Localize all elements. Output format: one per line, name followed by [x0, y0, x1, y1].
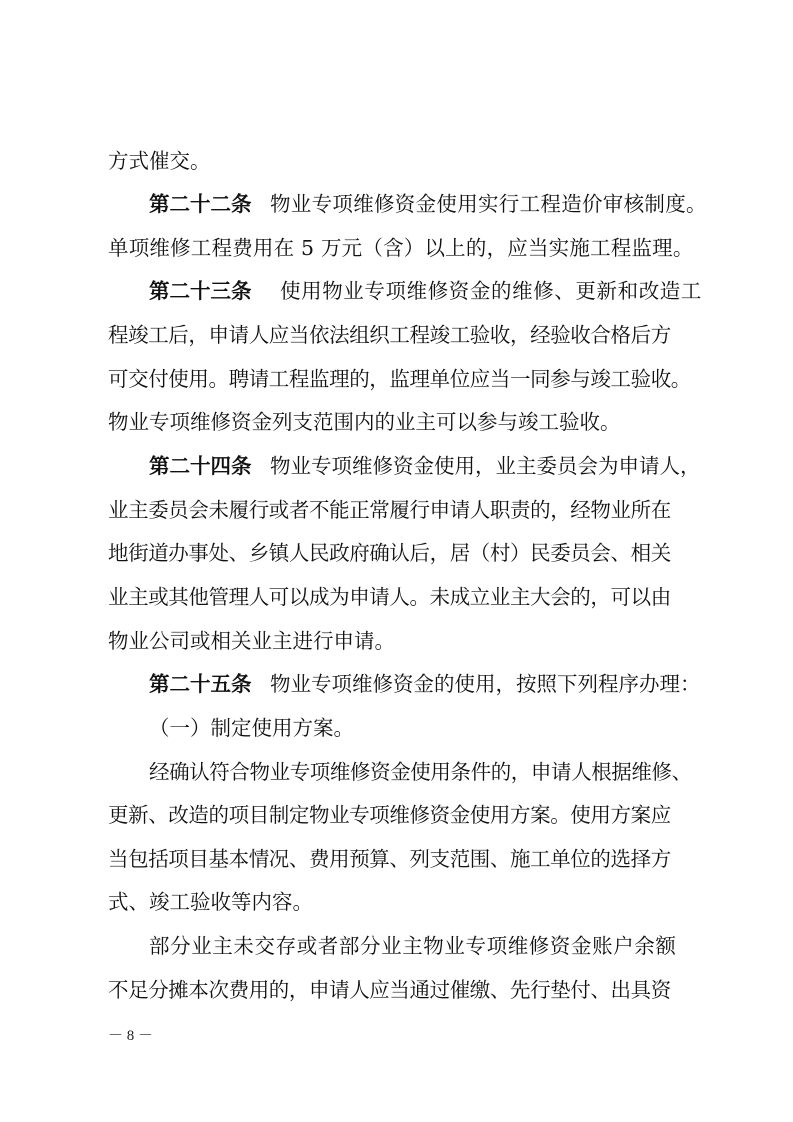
page-number: － 8 －: [108, 1028, 154, 1044]
line-text: 经确认符合物业专项维修资金使用条件的，申请人根据维修、: [149, 760, 692, 784]
line-text: 地街道办事处、乡镇人民政府确认后，居（村）民委员会、相关: [108, 541, 671, 565]
line-text: 业主委员会未履行或者不能正常履行申请人职责的，经物业所在: [108, 498, 671, 522]
article-23-line: [0, 269, 793, 313]
text-line: [0, 837, 793, 881]
article-text: 物业专项维修资金使用，业主委员会为申请人，: [270, 454, 701, 478]
line-text: 单项维修工程费用在 5 万元（含）以上的，应当实施工程监理。: [108, 236, 694, 260]
article-heading: 第二十五条: [149, 672, 252, 696]
article-24-line: [0, 444, 793, 488]
article-text: 物业专项维修资金的使用，按照下列程序办理：: [270, 672, 701, 696]
line-text: 方式催交。: [108, 149, 211, 173]
line-text: 当包括项目基本情况、费用预算、列支范围、施工单位的选择方: [108, 847, 671, 871]
text-line: [0, 139, 793, 183]
article-heading: 第二十四条: [149, 454, 252, 478]
text-line: [0, 488, 793, 532]
article-22-line: [0, 182, 793, 226]
text-line: [0, 575, 793, 619]
line-text: 程竣工后，申请人应当依法组织工程竣工验收，经验收合格后方: [108, 323, 671, 347]
line-text: 不足分摊本次费用的，申请人应当通过催缴、先行垫付、出具资: [108, 978, 671, 1002]
article-heading: 第二十二条: [149, 192, 252, 216]
text-line: [0, 924, 793, 968]
text-line: [0, 313, 793, 357]
text-line: [0, 400, 793, 444]
line-text: 式、竣工验收等内容。: [108, 890, 313, 914]
article-heading: 第二十三条: [149, 279, 252, 303]
line-text: 可交付使用。聘请工程监理的，监理单位应当一同参与竣工验收。: [108, 367, 691, 391]
article-text: 物业专项维修资金使用实行工程造价审核制度。: [270, 192, 707, 216]
text-line: [0, 531, 793, 575]
text-line: [0, 619, 793, 663]
text-line: [0, 357, 793, 401]
text-line: [0, 793, 793, 837]
text-line: [0, 968, 793, 1012]
article-text: 使用物业专项维修资金的维修、更新和改造工: [280, 279, 702, 303]
text-line: [0, 880, 793, 924]
text-line: [0, 226, 793, 270]
line-text: 更新、改造的项目制定物业专项维修资金使用方案。使用方案应: [108, 803, 671, 827]
article-25-line: [0, 662, 793, 706]
line-text: 物业公司或相关业主进行申请。: [108, 629, 395, 653]
line-text: 部分业主未交存或者部分业主物业专项维修资金账户余额: [149, 934, 677, 958]
line-text: 业主或其他管理人可以成为申请人。未成立业主大会的，可以由: [108, 585, 671, 609]
line-text: 物业专项维修资金列支范围内的业主可以参与竣工验收。: [108, 410, 621, 434]
text-line: [0, 750, 793, 794]
line-text: （一）制定使用方案。: [149, 716, 354, 740]
text-line: [0, 706, 793, 750]
